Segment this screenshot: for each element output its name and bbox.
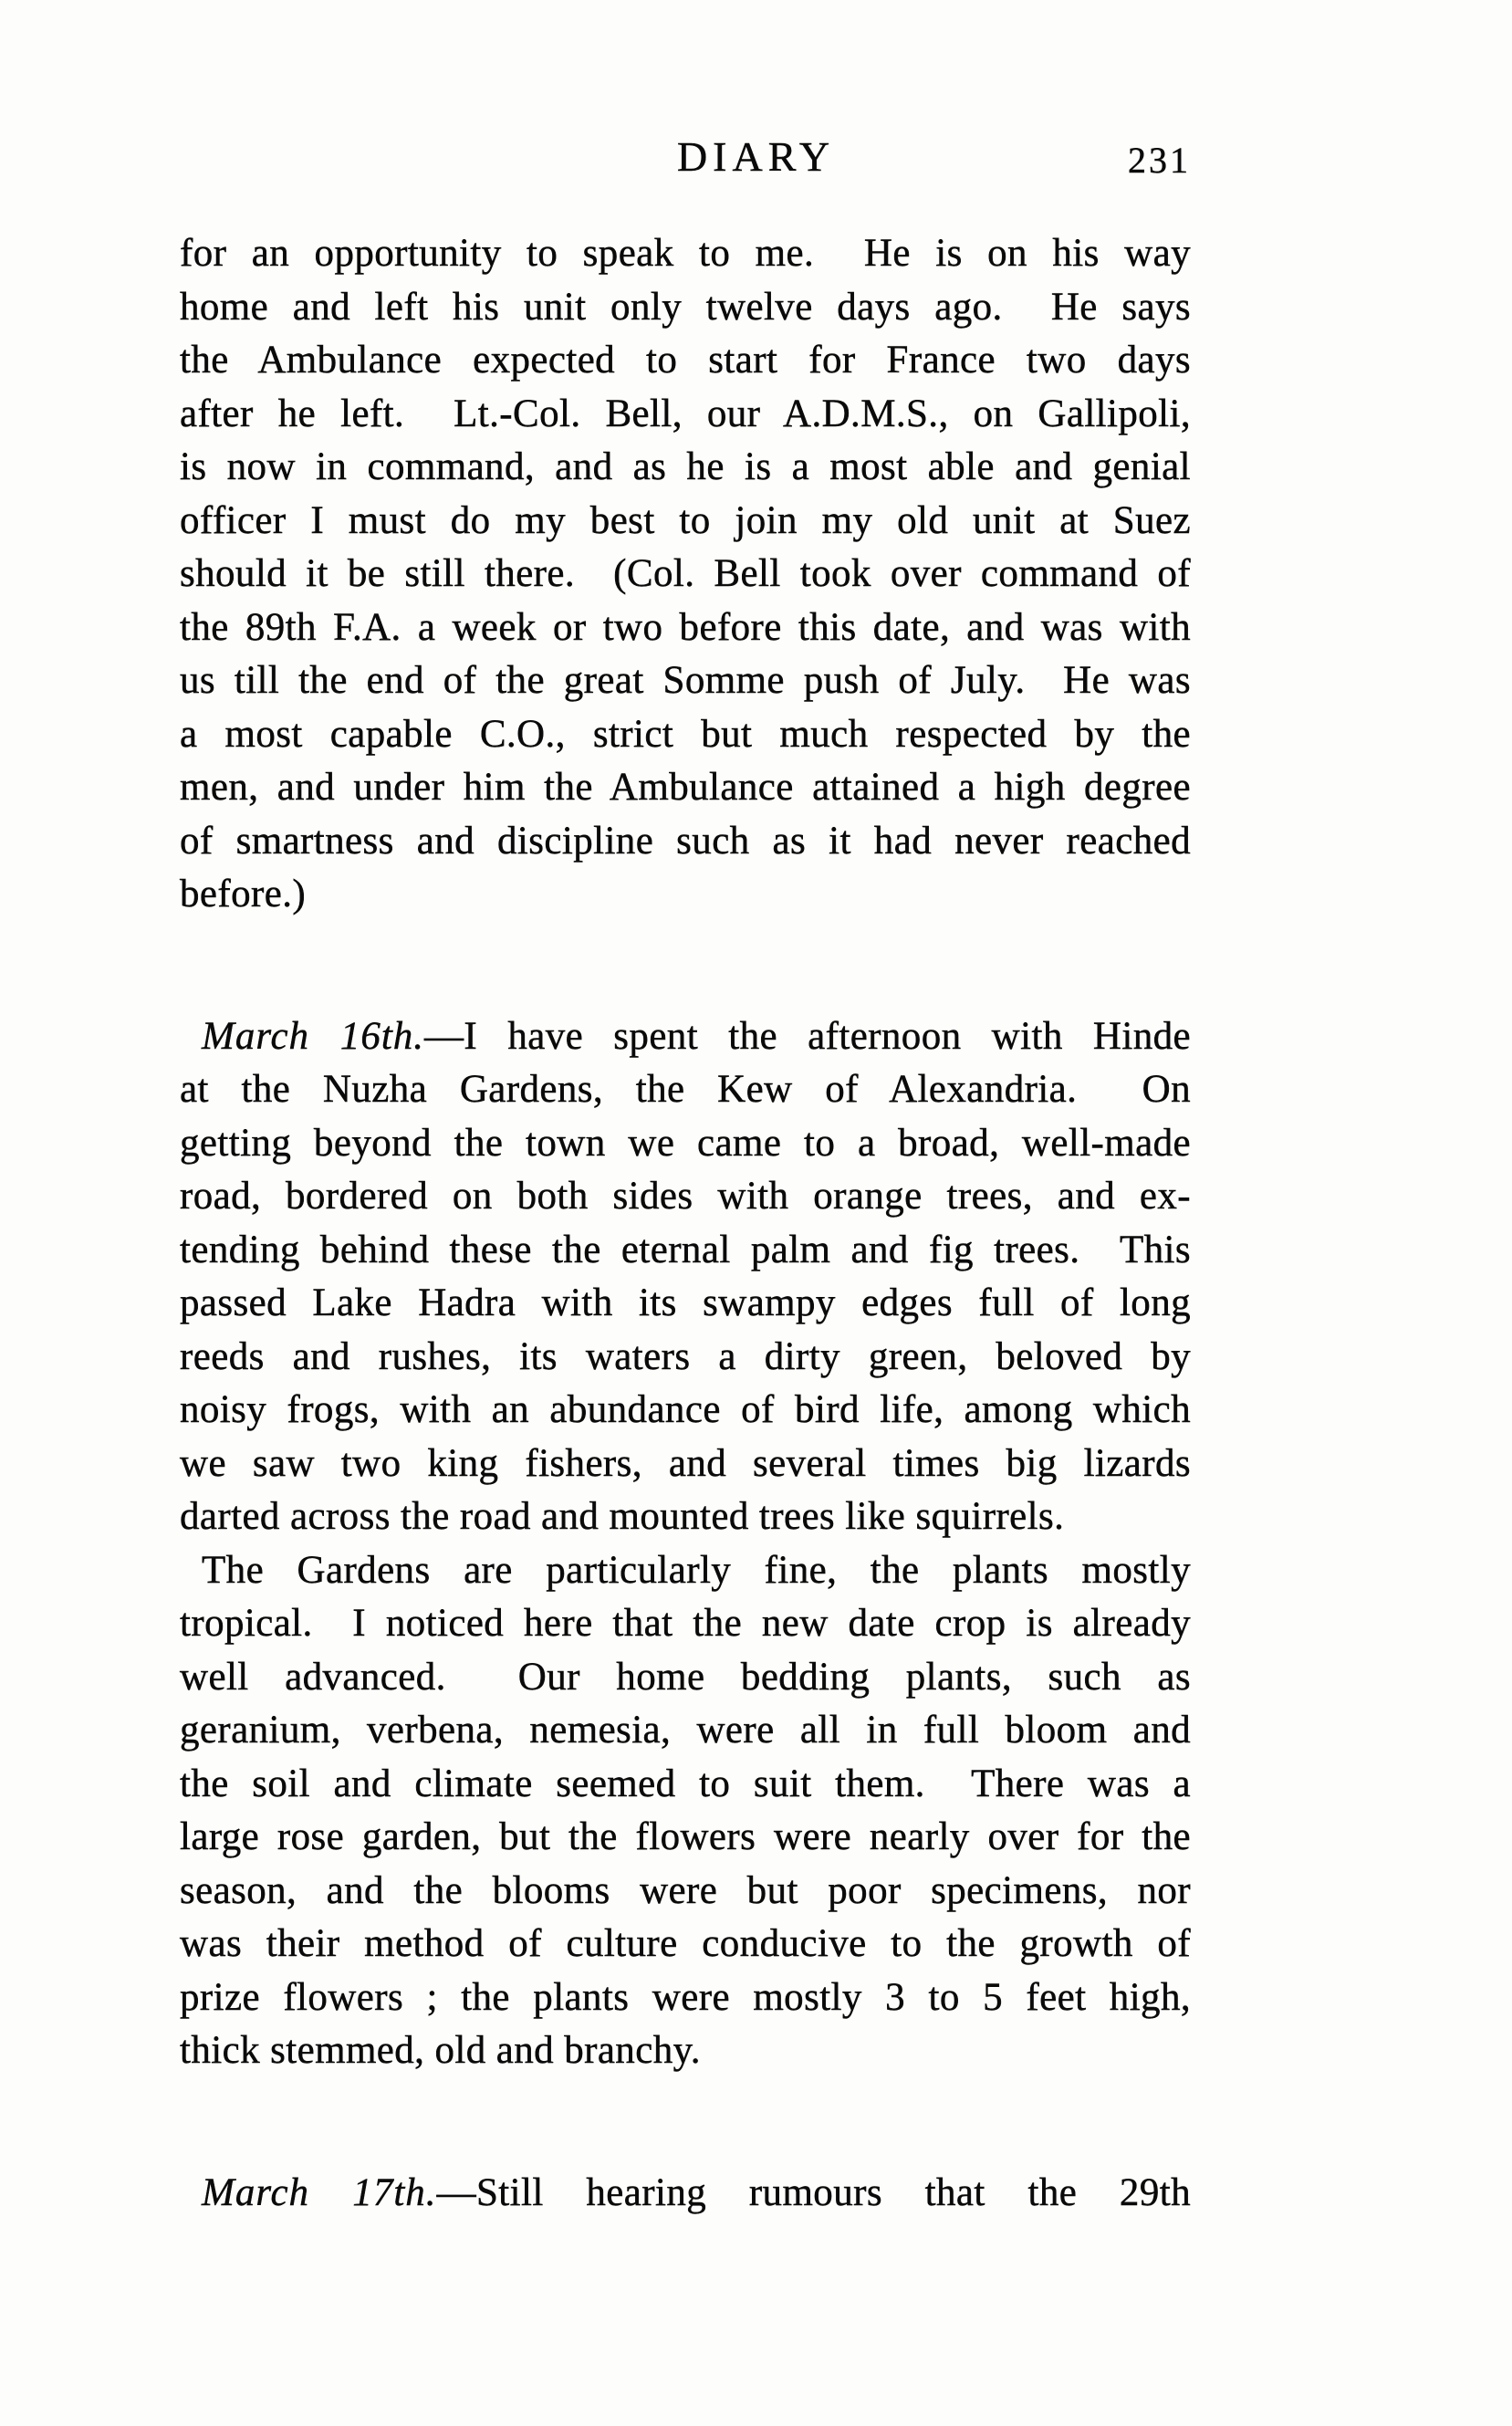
text-line: March 16th.—I have spent the afternoon with Hinde bbox=[202, 1014, 1191, 1058]
text-line: officer I must do my best to join my old unit at Suez bbox=[180, 498, 1191, 542]
text-line: at the Nuzha Gardens, the Kew of Alexandria. On bbox=[180, 1068, 1191, 1111]
text-line: before.) bbox=[180, 873, 307, 915]
text-line: the soil and climate seemed to suit them. There was a bbox=[180, 1762, 1191, 1805]
text-line: The Gardens are particularly fine, the plants mostly bbox=[202, 1548, 1191, 1592]
text-line: thick stemmed, old and branchy. bbox=[180, 2029, 701, 2072]
text-line: we saw two king fishers, and several times big lizards bbox=[180, 1441, 1191, 1485]
text-line: home and left his unit only twelve days ago. He says bbox=[180, 285, 1191, 329]
text-line: the Ambulance expected to start for France two days bbox=[180, 339, 1191, 382]
text-line: large rose garden, but the flowers were nearly over for the bbox=[180, 1815, 1191, 1858]
paragraph bbox=[180, 227, 1191, 922]
text-line: tending behind these the eternal palm and fig trees. This bbox=[180, 1228, 1191, 1271]
text-line: well advanced. Our home bedding plants, such as bbox=[180, 1655, 1191, 1699]
text-line: men, and under him the Ambulance attained a high degree bbox=[180, 766, 1191, 809]
paragraph bbox=[180, 2167, 1191, 2221]
text-line: should it be still there. (Col. Bell took over command of bbox=[180, 552, 1191, 595]
page-body bbox=[180, 227, 1191, 2220]
paragraph bbox=[180, 1010, 1191, 1544]
text-line: was their method of culture conducive to the growth of bbox=[180, 1922, 1191, 1965]
text-line: prize flowers ; the plants were mostly 3 to 5 feet high, bbox=[180, 1975, 1191, 2019]
text-line: tropical. I noticed here that the new date crop is already bbox=[180, 1602, 1191, 1645]
diary-date-lead: March 16th. bbox=[202, 1014, 425, 1058]
paragraph bbox=[180, 1544, 1191, 2078]
text-line: road, bordered on both sides with orange trees, and ex- bbox=[180, 1175, 1191, 1218]
text-line: season, and the blooms were but poor specimens, nor bbox=[180, 1868, 1191, 1912]
text-line: after he left. Lt.-Col. Bell, our A.D.M.S., on Gallipoli, bbox=[180, 392, 1191, 435]
text-line: for an opportunity to speak to me. He is on his way bbox=[180, 232, 1191, 275]
running-title: DIARY bbox=[676, 133, 836, 180]
text-line: getting beyond the town we came to a broad, well-made bbox=[180, 1121, 1191, 1165]
text-line: darted across the road and mounted trees like squirrels. bbox=[180, 1495, 1065, 1538]
text-line: of smartness and discipline such as it had never reached bbox=[180, 819, 1191, 863]
text-line: the 89th F.A. a week or two before this date, and was with bbox=[180, 605, 1191, 649]
text-line: geranium, verbena, nemesia, were all in full bloom and bbox=[180, 1709, 1191, 1752]
text-line: noisy frogs, with an abundance of bird life, among which bbox=[180, 1388, 1191, 1431]
text-line: is now in command, and as he is a most able and genial bbox=[180, 445, 1191, 488]
diary-date-lead: March 17th. bbox=[202, 2170, 437, 2214]
text-line: passed Lake Hadra with its swampy edges full of long bbox=[180, 1281, 1191, 1324]
text-line: reeds and rushes, its waters a dirty green, beloved by bbox=[180, 1334, 1191, 1378]
text-line: us till the end of the great Somme push of July. He was bbox=[180, 659, 1191, 702]
text-line: March 17th.—Still hearing rumours that the 29th bbox=[202, 2170, 1191, 2214]
text-line: a most capable C.O., strict but much respected by the bbox=[180, 712, 1191, 756]
page-number: 231 bbox=[1128, 140, 1191, 181]
